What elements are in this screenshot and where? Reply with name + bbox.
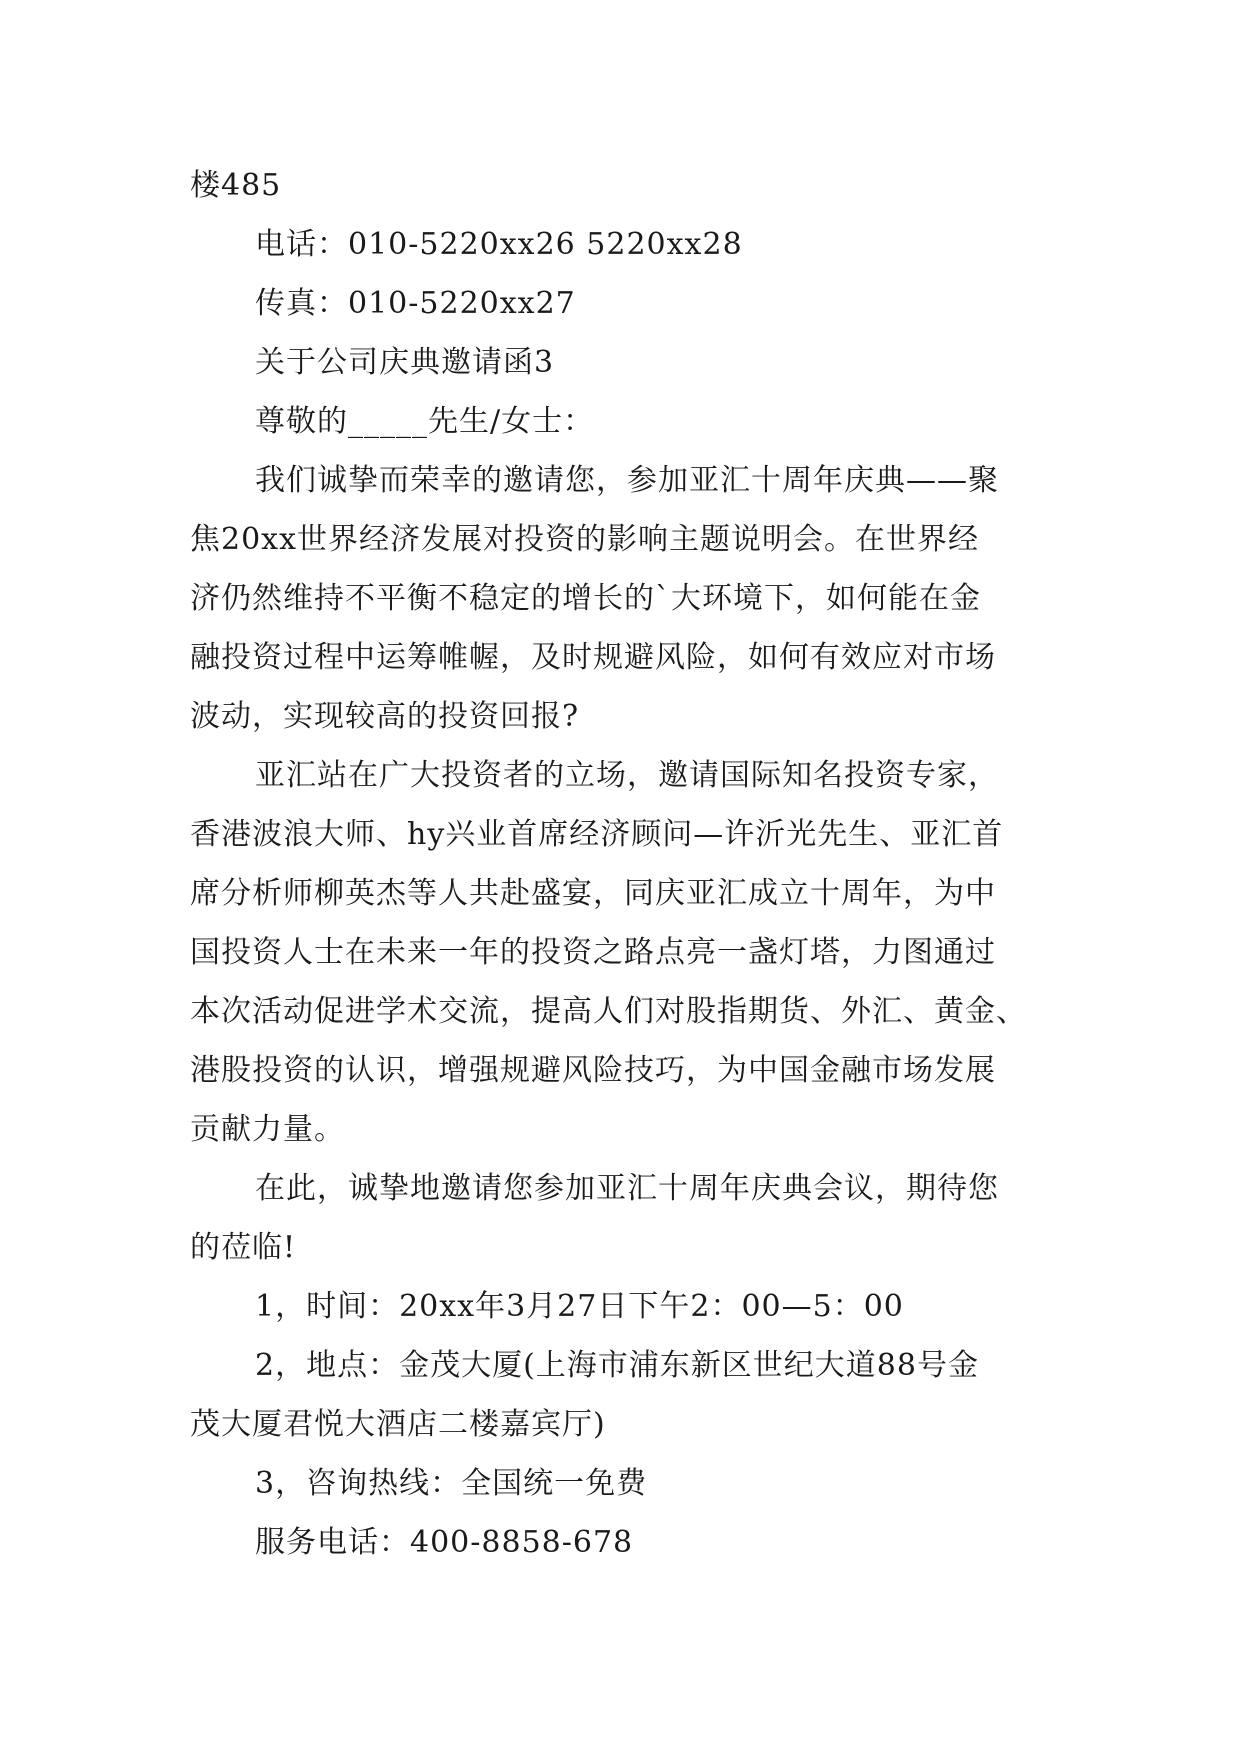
text-line: 香港波浪大师、hy兴业首席经济顾问—许沂光先生、亚汇首 (190, 817, 1004, 852)
text-line: 焦20xx世界经济发展对投资的影响主题说明会。在世界经 (190, 522, 980, 557)
text-line: 本次活动促进学术交流，提高人们对股指期货、外汇、黄金、 (190, 994, 1027, 1029)
text-line: 波动，实现较高的投资回报? (190, 699, 580, 734)
text-line: 1，时间：20xx年3月27日下午2：00—5：00 (255, 1289, 904, 1324)
text-line: 电话：010-5220xx26 5220xx28 (255, 227, 743, 262)
text-line: 席分析师柳英杰等人共赴盛宴，同庆亚汇成立十周年，为中 (190, 876, 996, 911)
text-line: 关于公司庆典邀请函3 (255, 345, 555, 380)
text-line: 贡献力量。 (190, 1112, 345, 1147)
text-line: 在此，诚挚地邀请您参加亚汇十周年庆典会议，期待您 (255, 1171, 999, 1206)
text-line: 2，地点：金茂大厦(上海市浦东新区世纪大道88号金 (255, 1348, 979, 1383)
text-line: 国投资人士在未来一年的投资之路点亮一盏灯塔，力图通过 (190, 935, 996, 970)
text-line: 楼485 (190, 168, 282, 203)
text-line: 我们诚挚而荣幸的邀请您，参加亚汇十周年庆典——聚 (255, 463, 999, 498)
text-line: 传真：010-5220xx27 (255, 286, 576, 321)
text-line: 港股投资的认识，增强规避风险技巧，为中国金融市场发展 (190, 1053, 996, 1088)
text-line: 亚汇站在广大投资者的立场，邀请国际知名投资专家， (255, 758, 999, 793)
text-line: 济仍然维持不平衡不稳定的增长的`大环境下，如何能在金 (190, 581, 981, 616)
text-line: 融投资过程中运筹帷幄，及时规避风险，如何有效应对市场 (190, 640, 996, 675)
text-line: 的莅临! (190, 1230, 297, 1265)
text-line: 服务电话：400-8858-678 (255, 1525, 634, 1560)
text-line: 尊敬的_____先生/女士： (255, 404, 595, 439)
text-line: 茂大厦君悦大酒店二楼嘉宾厅) (190, 1407, 606, 1442)
text-line: 3，咨询热线：全国统一免费 (255, 1466, 648, 1501)
